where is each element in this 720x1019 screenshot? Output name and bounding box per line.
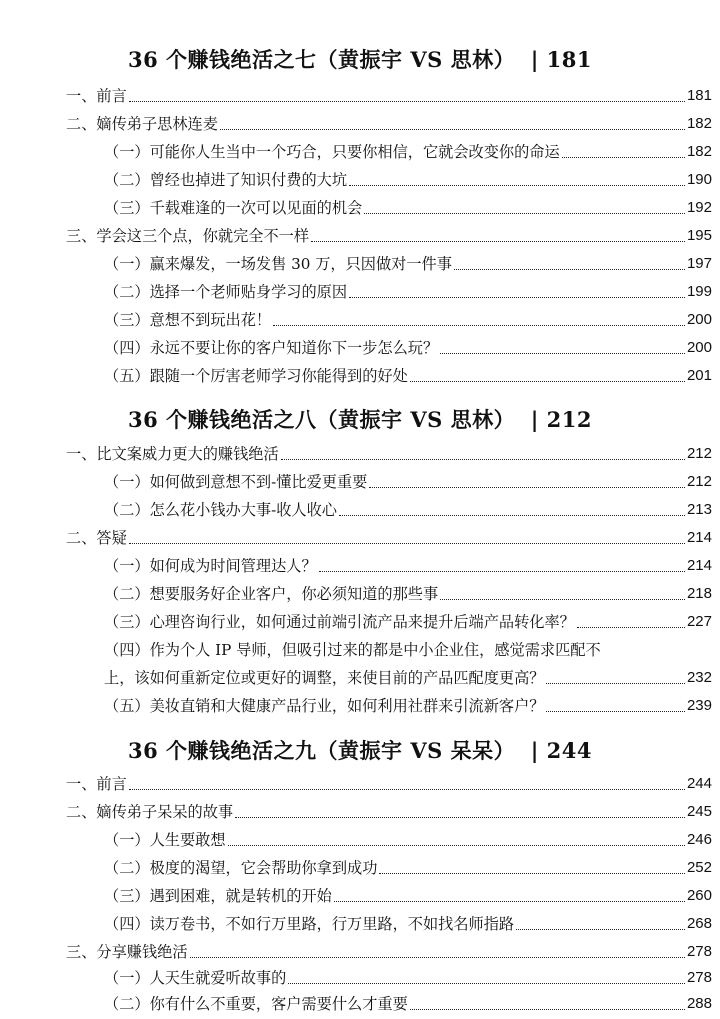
toc-entry[interactable] <box>104 694 712 718</box>
page-number: 245 <box>686 803 712 820</box>
toc-entry[interactable] <box>104 252 712 276</box>
dot-leader <box>410 1009 685 1010</box>
dot-leader <box>129 101 685 102</box>
entry-label: （三）心理咨询行业，如何通过前端引流产品来提升后端产品转化率？ <box>104 613 575 631</box>
toc-entry[interactable] <box>104 168 712 192</box>
toc-entry[interactable] <box>66 800 712 824</box>
chapter-heading: 36 个赚钱绝活之八（黄振宇 VS 思林） | 212 <box>127 407 593 432</box>
entry-label: （三）遇到困难，就是转机的开始 <box>104 887 332 905</box>
entry-label: 上，该如何重新定位或更好的调整，来使目前的产品匹配度更高？ <box>104 669 545 687</box>
toc-entry[interactable] <box>66 224 712 248</box>
page-number: 214 <box>686 557 712 574</box>
dot-leader <box>311 241 685 242</box>
entry-label: （一）如何成为时间管理达人？ <box>104 557 317 575</box>
toc-entry[interactable] <box>104 470 712 494</box>
dot-leader <box>220 129 685 130</box>
entry-label: 二、嫡传弟子呆呆的故事 <box>66 803 234 821</box>
entry-label: （一）可能你人生当中一个巧合，只要你相信，它就会改变你的命运 <box>104 143 560 161</box>
page-number: 200 <box>686 339 712 356</box>
entry-label: （四）永远不要让你的客户知道你下一步怎么玩？ <box>104 339 439 357</box>
dot-leader <box>334 901 685 902</box>
dot-leader <box>440 353 685 354</box>
dot-leader <box>454 269 685 270</box>
entry-label: 一、比文案威力更大的赚钱绝活 <box>66 445 279 463</box>
entry-label: （一）如何做到意想不到-懂比爱更重要 <box>104 473 368 491</box>
dot-leader <box>339 515 685 516</box>
page-number: 182 <box>686 143 712 160</box>
dot-leader <box>273 325 685 326</box>
entry-label: （二）极度的渴望，它会帮助你拿到成功 <box>104 859 378 877</box>
page-number: 268 <box>686 915 712 932</box>
dot-leader <box>440 599 685 600</box>
dot-leader <box>364 213 685 214</box>
toc-entry[interactable] <box>104 884 712 908</box>
entry-label: （五）跟随一个厉害老师学习你能得到的好处 <box>104 367 408 385</box>
page-number: 181 <box>686 87 712 104</box>
dot-leader <box>546 683 685 684</box>
dot-leader <box>190 957 685 958</box>
page-number: 252 <box>686 859 712 876</box>
dot-leader <box>546 711 685 712</box>
toc-entry[interactable] <box>104 364 712 388</box>
toc-entry[interactable] <box>104 582 712 606</box>
toc-entry[interactable] <box>104 308 712 332</box>
entry-label: （二）曾经也掉进了知识付费的大坑 <box>104 171 347 189</box>
dot-leader <box>410 381 685 382</box>
toc-entry[interactable] <box>104 196 712 220</box>
page-number: 195 <box>686 227 712 244</box>
toc-entry[interactable] <box>104 336 712 360</box>
page-number: 278 <box>686 943 712 960</box>
entry-label: （五）美妆直销和大健康产品行业，如何利用社群来引流新客户？ <box>104 697 545 715</box>
chapter-heading: 36 个赚钱绝活之七（黄振宇 VS 思林） | 181 <box>127 47 593 72</box>
toc-entry[interactable] <box>66 84 712 108</box>
entry-label: （一）人天生就爱听故事的 <box>104 969 287 987</box>
toc-entry[interactable] <box>104 966 712 990</box>
page-number: 212 <box>686 473 712 490</box>
entry-label: （四）读万卷书，不如行万里路，行万里路，不如找名师指路 <box>104 915 515 933</box>
entry-label: （一）人生要敢想 <box>104 831 226 849</box>
page-number: 260 <box>686 887 712 904</box>
toc-entry[interactable] <box>104 992 712 1016</box>
entry-label: 一、前言 <box>66 87 127 105</box>
toc-entry[interactable] <box>66 772 712 796</box>
page-number: 200 <box>686 311 712 328</box>
toc-entry[interactable] <box>104 140 712 164</box>
toc-entry[interactable] <box>66 112 712 136</box>
toc-entry[interactable] <box>104 610 712 634</box>
entry-label: （三）意想不到玩出花！ <box>104 311 272 329</box>
dot-leader <box>281 459 685 460</box>
page-number: 244 <box>686 775 712 792</box>
toc-entry[interactable] <box>104 554 712 578</box>
entry-label: （二）怎么花小钱办大事-收人收心 <box>104 501 337 519</box>
page-number: 213 <box>686 501 712 518</box>
toc-entry[interactable] <box>104 828 712 852</box>
chapter-heading: 36 个赚钱绝活之九（黄振宇 VS 呆呆） | 244 <box>127 738 593 763</box>
page-number: 278 <box>686 969 712 986</box>
page-number: 212 <box>686 445 712 462</box>
toc-entry[interactable] <box>104 666 712 690</box>
toc-entry[interactable] <box>66 940 712 964</box>
entry-label: 三、学会这三个点，你就完全不一样 <box>66 227 309 245</box>
entry-label: 三、分享赚钱绝活 <box>66 943 188 961</box>
entry-label: 一、前言 <box>66 775 127 793</box>
page-number: 197 <box>686 255 712 272</box>
entry-label-line1[interactable]: （四）作为个人 IP 导师，但吸引过来的都是中小企业住，感觉需求匹配不 <box>104 641 601 659</box>
dot-leader <box>349 185 685 186</box>
page-number: 201 <box>686 367 712 384</box>
page-number: 182 <box>686 115 712 132</box>
entry-label: （二）选择一个老师贴身学习的原因 <box>104 283 347 301</box>
dot-leader <box>349 297 685 298</box>
dot-leader <box>129 789 685 790</box>
page-number: 246 <box>686 831 712 848</box>
dot-leader <box>379 873 685 874</box>
entry-label: 二、答疑 <box>66 529 127 547</box>
entry-label: （二）你有什么不重要，客户需要什么才重要 <box>104 995 408 1013</box>
page-number: 192 <box>686 199 712 216</box>
dot-leader <box>228 845 685 846</box>
page-number: 199 <box>686 283 712 300</box>
page-number: 214 <box>686 529 712 546</box>
dot-leader <box>516 929 685 930</box>
toc-entry[interactable] <box>66 526 712 550</box>
dot-leader <box>562 157 685 158</box>
entry-label: （一）赢来爆发，一场发售 30 万，只因做对一件事 <box>104 255 452 273</box>
page-number: 227 <box>686 613 712 630</box>
page-number: 190 <box>686 171 712 188</box>
toc-entry[interactable] <box>66 442 712 466</box>
dot-leader <box>129 543 685 544</box>
entry-label: （三）千载难逢的一次可以见面的机会 <box>104 199 363 217</box>
toc-entry[interactable] <box>104 856 712 880</box>
page-number: 288 <box>686 995 712 1012</box>
page-number: 232 <box>686 669 712 686</box>
page-number: 218 <box>686 585 712 602</box>
entry-label: 二、嫡传弟子思林连麦 <box>66 115 218 133</box>
dot-leader <box>577 627 685 628</box>
dot-leader <box>369 487 685 488</box>
toc-entry[interactable] <box>104 280 712 304</box>
dot-leader <box>235 817 685 818</box>
page-number: 239 <box>686 697 712 714</box>
dot-leader <box>319 571 685 572</box>
toc-entry[interactable] <box>104 498 712 522</box>
toc-entry[interactable] <box>104 912 712 936</box>
dot-leader <box>288 983 685 984</box>
entry-label: （二）想要服务好企业客户，你必须知道的那些事 <box>104 585 439 603</box>
